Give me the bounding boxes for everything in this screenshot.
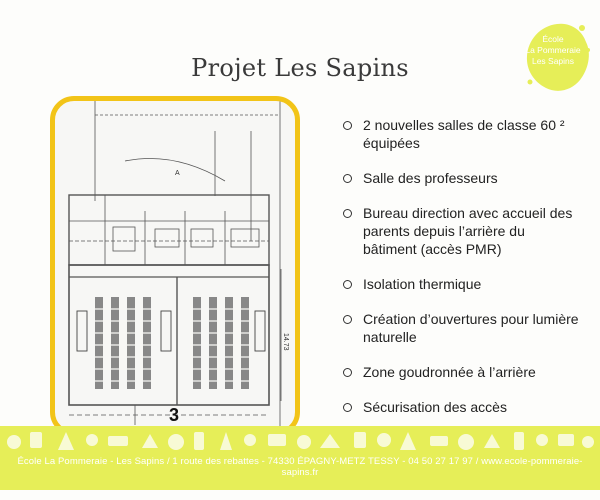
bullet-circle-icon <box>343 121 352 130</box>
list-item-text: Salle des professeurs <box>363 170 498 186</box>
list-item <box>341 363 581 381</box>
list-item <box>341 116 581 152</box>
list-item-text: Sécurisation des accès <box>363 399 507 415</box>
list-item-text: Création d’ouvertures pour lumière naturelle <box>363 311 579 345</box>
logo-line-1: École <box>542 34 564 44</box>
footer-contact-text: École La Pommeraie - Les Sapins / 1 route des rebattes - 74330 ÉPAGNY-METZ TESSY - 04 50 27 17 97 / www.ecole-pommeraie-sapins.fr <box>17 456 583 478</box>
logo-line-3: Les Sapins <box>531 56 575 66</box>
list-item-text: Zone goudronnée à l’arrière <box>363 364 536 380</box>
school-doodle-icons <box>0 426 600 456</box>
floor-plan-drawing <box>55 101 295 431</box>
list-item <box>341 204 581 258</box>
list-item <box>341 398 581 416</box>
list-item-text: Bureau direction avec accueil des parents depuis l’arrière du bâtiment (accès PMR) <box>363 205 573 257</box>
list-item-text: Isolation thermique <box>363 276 482 292</box>
plan-number: 3 <box>168 405 179 425</box>
bullet-circle-icon <box>343 315 352 324</box>
slide-title: Projet Les Sapins <box>191 54 409 82</box>
plan-room-label: A <box>175 170 180 177</box>
bullet-circle-icon <box>343 280 352 289</box>
bullet-circle-icon <box>343 368 352 377</box>
floor-plan <box>50 96 300 436</box>
list-item <box>341 275 581 293</box>
list-item <box>341 169 581 187</box>
plan-dimension-label: 14.73 <box>282 333 289 351</box>
bullet-circle-icon <box>343 174 352 183</box>
project-feature-list <box>341 116 581 433</box>
list-item-text: 2 nouvelles salles de classe 60 ² équipées <box>363 117 565 151</box>
logo-line-2: La Pommeraie <box>525 45 581 55</box>
bullet-circle-icon <box>343 403 352 412</box>
bullet-circle-icon <box>343 209 352 218</box>
list-item <box>341 310 581 346</box>
